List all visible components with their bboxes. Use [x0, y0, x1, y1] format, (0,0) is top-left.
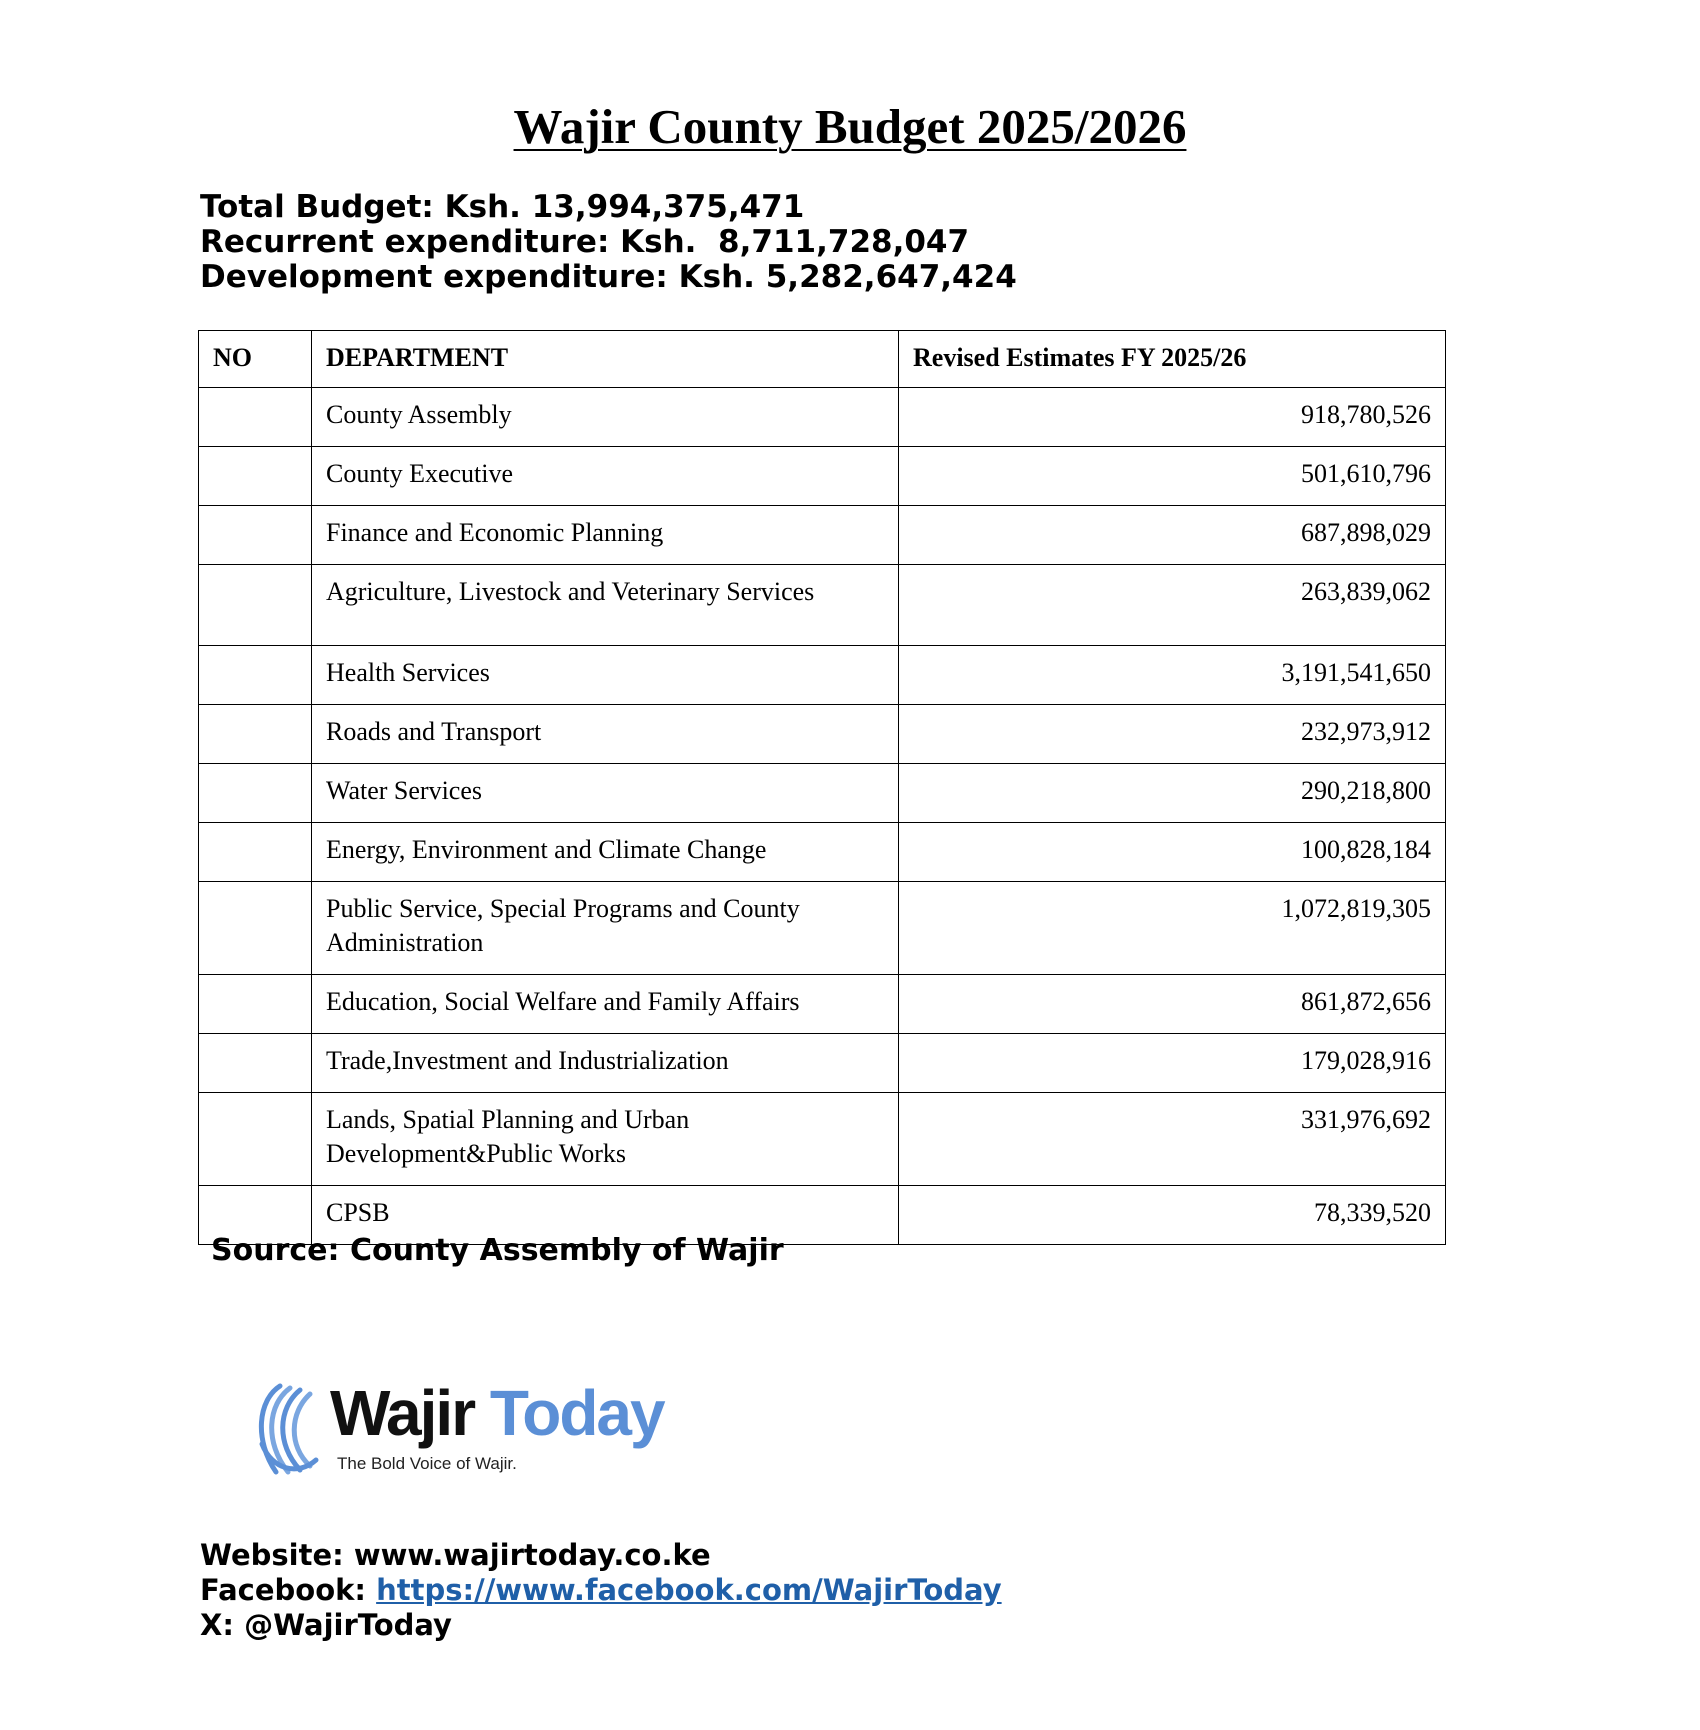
logo-word-today: Today: [489, 1377, 664, 1449]
row-department: County Executive: [312, 447, 899, 506]
row-amount: 100,828,184: [899, 823, 1446, 882]
recurrent-expenditure: Recurrent expenditure: Ksh. 8,711,728,047: [200, 224, 970, 260]
facebook-line: [200, 1573, 1002, 1608]
row-department: Health Services: [312, 646, 899, 705]
row-no: [199, 565, 312, 646]
table-row: [199, 565, 1446, 646]
table-row: [199, 447, 1446, 506]
header-estimates: Revised Estimates FY 2025/26: [899, 331, 1446, 388]
website-label: Website:: [200, 1538, 354, 1572]
row-no: [199, 388, 312, 447]
table-row: [199, 1034, 1446, 1093]
contact-info: [200, 1538, 1002, 1643]
row-amount: 687,898,029: [899, 506, 1446, 565]
row-amount: 331,976,692: [899, 1093, 1446, 1186]
row-department: Lands, Spatial Planning and Urban Development&Public Works: [312, 1093, 899, 1186]
logo-wordmark: [330, 1376, 664, 1450]
table-row: [199, 705, 1446, 764]
document-title: Wajir County Budget 2025/2026: [513, 99, 1187, 154]
row-department: Finance and Economic Planning: [312, 506, 899, 565]
x-handle: @WajirToday: [244, 1608, 452, 1642]
row-department: Education, Social Welfare and Family Affairs: [312, 975, 899, 1034]
row-amount: 179,028,916: [899, 1034, 1446, 1093]
table-row: [199, 646, 1446, 705]
table-header-row: [199, 331, 1446, 388]
development-expenditure: Development expenditure: Ksh. 5,282,647,424: [200, 259, 1017, 295]
table-row: [199, 764, 1446, 823]
row-department: Water Services: [312, 764, 899, 823]
table-row: [199, 823, 1446, 882]
row-no: [199, 447, 312, 506]
row-amount: 501,610,796: [899, 447, 1446, 506]
row-amount: 78,339,520: [899, 1186, 1446, 1245]
x-label: X:: [200, 1608, 245, 1642]
row-amount: 263,839,062: [899, 565, 1446, 646]
row-amount: 232,973,912: [899, 705, 1446, 764]
wajir-today-logo: [250, 1376, 670, 1486]
logo-tagline: The Bold Voice of Wajir.: [337, 1454, 517, 1473]
row-amount: 918,780,526: [899, 388, 1446, 447]
table-row: [199, 388, 1446, 447]
row-no: [199, 1034, 312, 1093]
row-no: [199, 506, 312, 565]
row-department: County Assembly: [312, 388, 899, 447]
row-department: Public Service, Special Programs and County Administration: [312, 882, 899, 975]
website-line: [200, 1538, 1002, 1573]
logo-word-wajir: Wajir: [330, 1377, 475, 1449]
row-department: Trade,Investment and Industrialization: [312, 1034, 899, 1093]
table-row: [199, 882, 1446, 975]
row-department: Energy, Environment and Climate Change: [312, 823, 899, 882]
source-note: Source: County Assembly of Wajir: [211, 1233, 784, 1268]
row-department: CPSB: [312, 1186, 899, 1245]
row-no: [199, 646, 312, 705]
row-amount: 3,191,541,650: [899, 646, 1446, 705]
row-no: [199, 705, 312, 764]
row-no: [199, 975, 312, 1034]
row-no: [199, 823, 312, 882]
x-line: [200, 1608, 1002, 1643]
budget-summary: [200, 190, 1017, 295]
row-amount: 290,218,800: [899, 764, 1446, 823]
row-no: [199, 882, 312, 975]
row-department: Roads and Transport: [312, 705, 899, 764]
facebook-link[interactable]: https://www.facebook.com/WajirToday: [376, 1573, 1002, 1607]
row-department: Agriculture, Livestock and Veterinary Services: [312, 565, 899, 646]
header-department: DEPARTMENT: [312, 331, 899, 388]
table-row: [199, 975, 1446, 1034]
row-amount: 1,072,819,305: [899, 882, 1446, 975]
table-row: [199, 1093, 1446, 1186]
budget-table: [198, 330, 1446, 1245]
website-text: www.wajirtoday.co.ke: [353, 1538, 711, 1572]
total-budget: Total Budget: Ksh. 13,994,375,471: [200, 189, 805, 225]
table-row: [199, 506, 1446, 565]
facebook-label: Facebook:: [200, 1573, 377, 1607]
row-no: [199, 1093, 312, 1186]
row-amount: 861,872,656: [899, 975, 1446, 1034]
header-no: NO: [199, 331, 312, 388]
row-no: [199, 764, 312, 823]
wave-stripes-icon: [250, 1380, 322, 1480]
